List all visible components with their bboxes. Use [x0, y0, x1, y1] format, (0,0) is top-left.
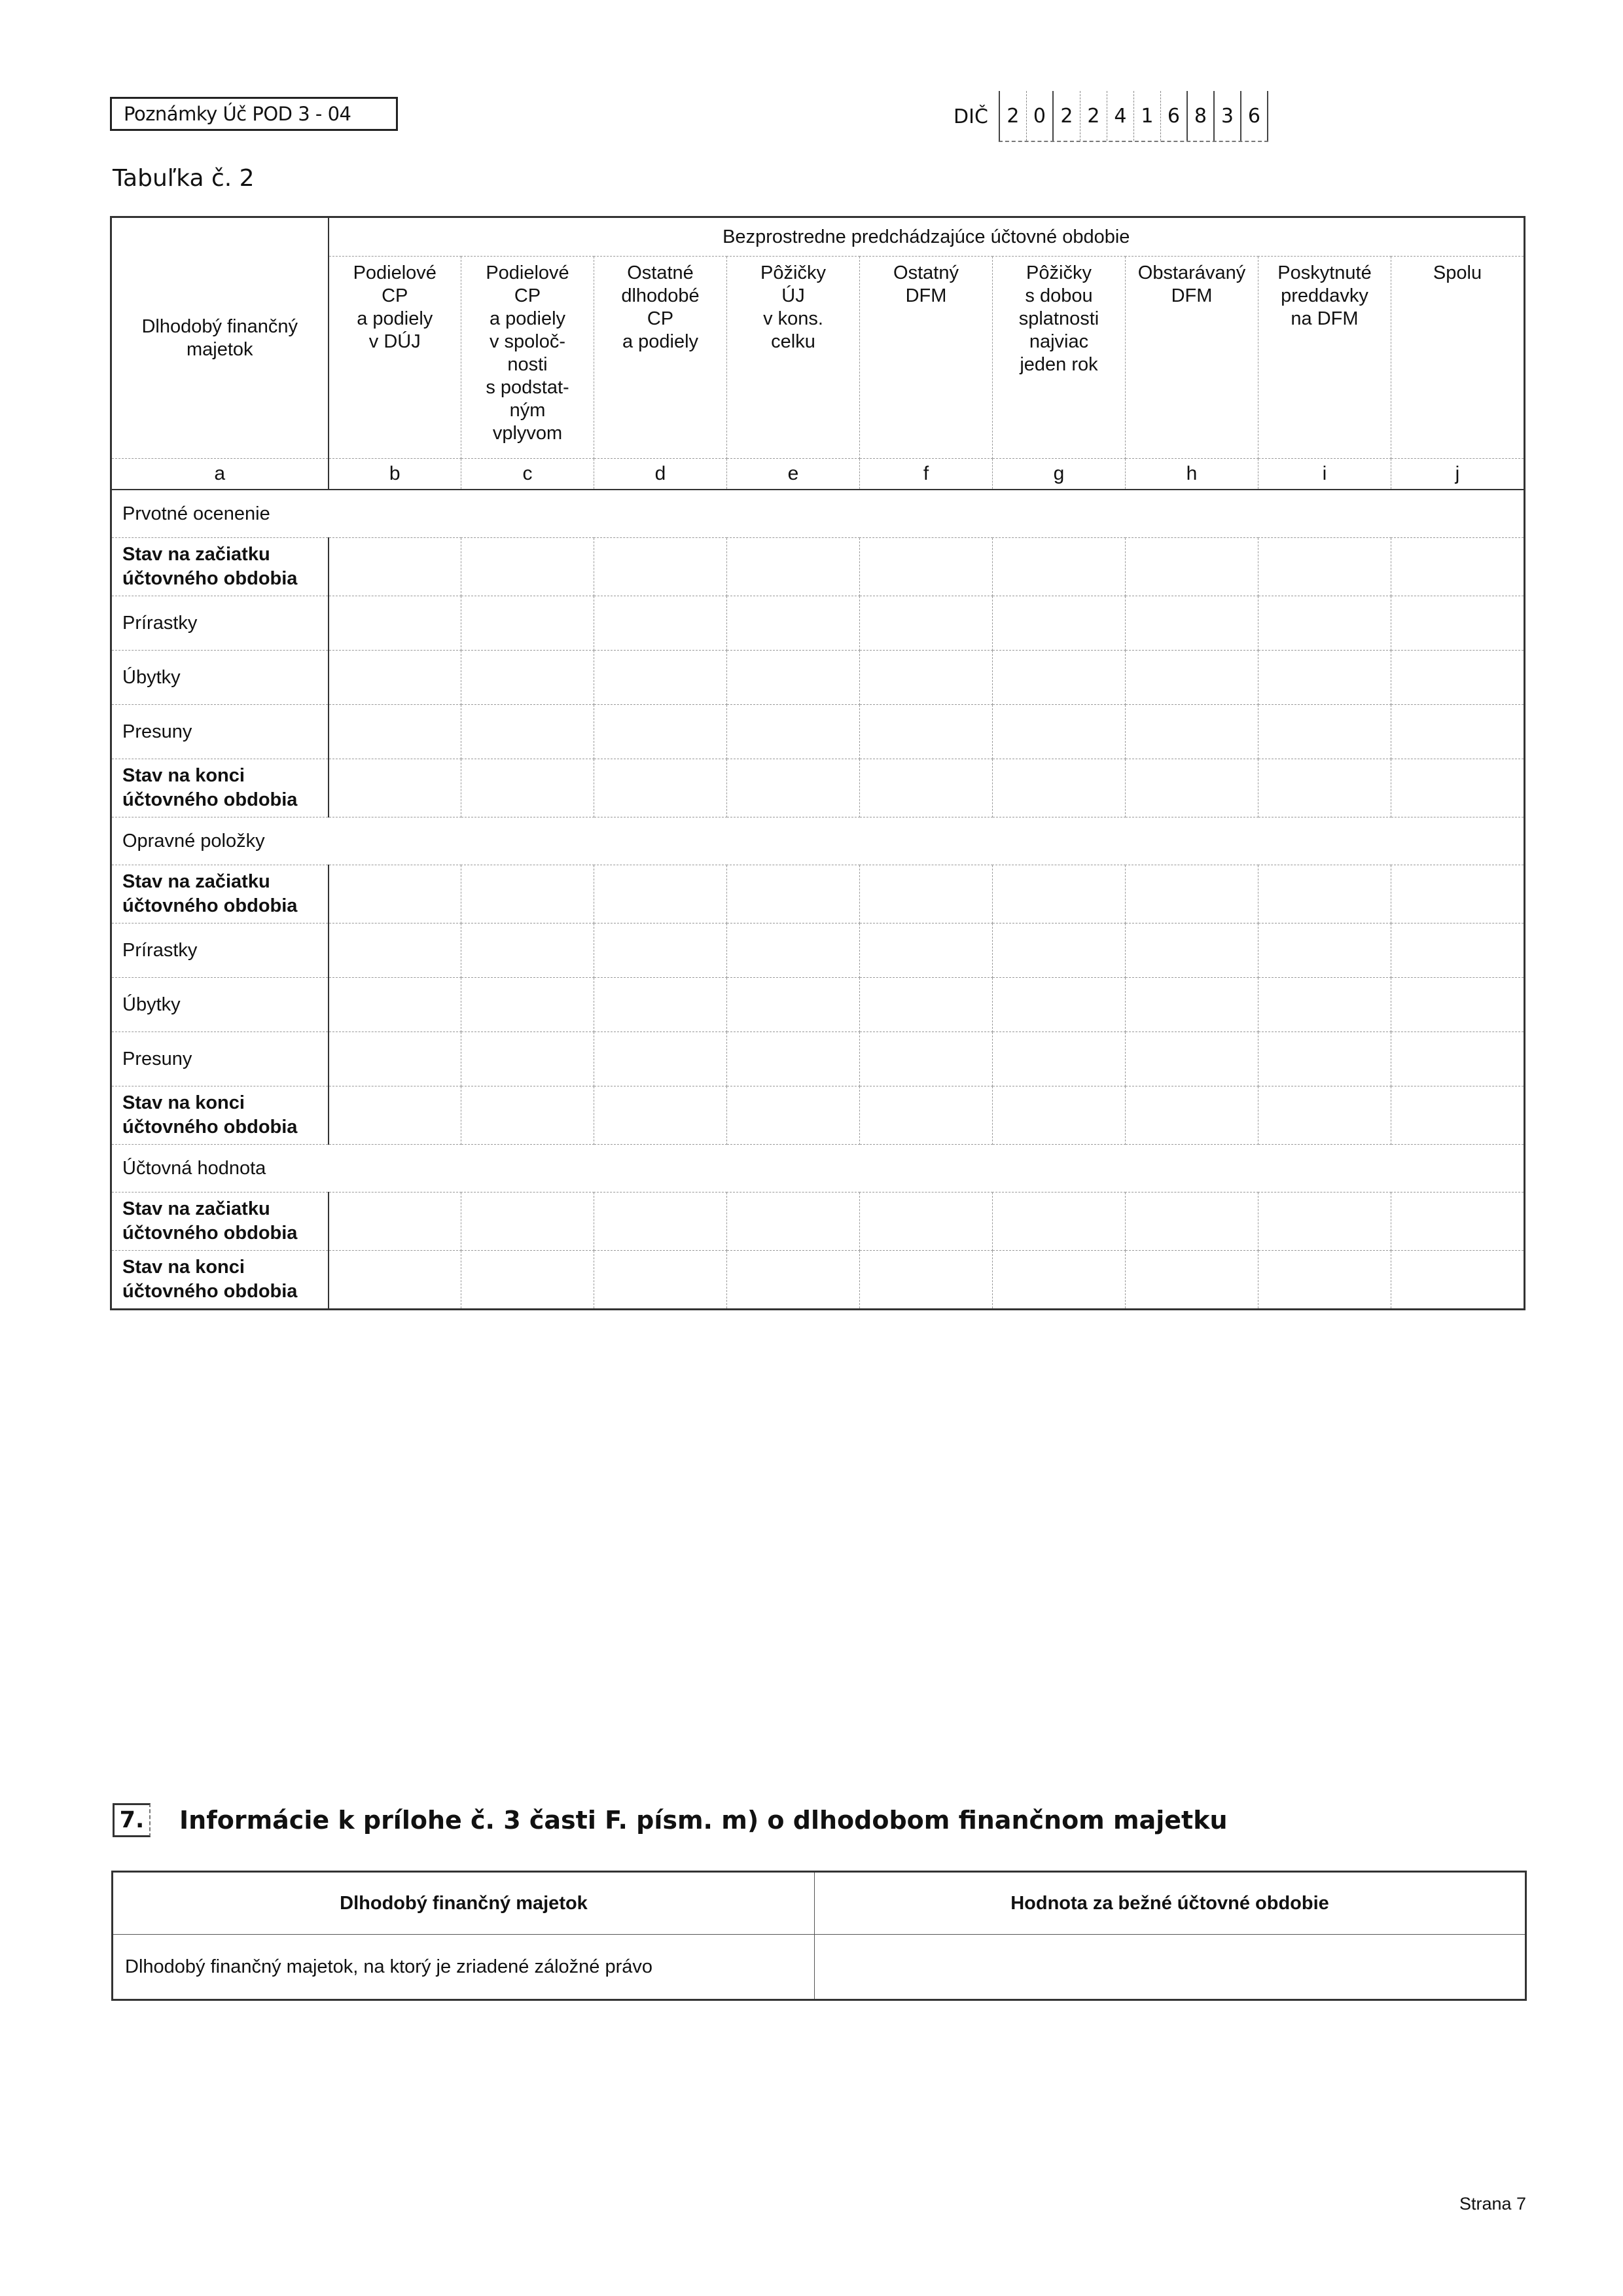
value-cell[interactable] — [594, 538, 727, 596]
row-label: Stav na konci účtovného obdobia — [111, 759, 329, 817]
value-cell[interactable] — [461, 1086, 594, 1145]
value-cell[interactable] — [1258, 1251, 1391, 1310]
column-header-line: preddavky — [1281, 285, 1368, 306]
value-cell[interactable] — [727, 705, 860, 759]
value-cell[interactable] — [727, 1032, 860, 1086]
value-cell[interactable] — [727, 978, 860, 1032]
value-cell[interactable] — [1391, 924, 1525, 978]
value-cell[interactable] — [1126, 1251, 1258, 1310]
page-number: Strana 7 — [1459, 2194, 1527, 2214]
pledge-row-value[interactable] — [815, 1935, 1526, 2000]
value-cell[interactable] — [594, 1032, 727, 1086]
value-cell[interactable] — [1391, 651, 1525, 705]
column-header-line: a podiely — [489, 308, 566, 329]
column-header-line: jeden rok — [1020, 354, 1098, 375]
column-header-line: dlhodobé — [621, 285, 700, 306]
row-label: Presuny — [111, 705, 329, 759]
column-header-line: CP — [514, 285, 541, 306]
value-cell[interactable] — [993, 1086, 1126, 1145]
column-header — [1258, 257, 1391, 459]
value-cell[interactable] — [727, 865, 860, 924]
column-header-line: vplyvom — [492, 423, 563, 444]
tax-id-digit: 2 — [1080, 91, 1107, 141]
value-cell[interactable] — [993, 538, 1126, 596]
value-cell[interactable] — [329, 865, 461, 924]
value-cell[interactable] — [461, 1251, 594, 1310]
column-header-line: Pôžičky — [760, 262, 826, 283]
value-cell[interactable] — [993, 705, 1126, 759]
value-cell[interactable] — [860, 538, 993, 596]
column-header-line: CP — [647, 308, 674, 329]
column-header — [329, 257, 461, 459]
form-code-box: Poznámky Úč POD 3 - 04 — [110, 97, 398, 131]
tax-id-digit: 4 — [1107, 91, 1134, 141]
value-cell[interactable] — [993, 978, 1126, 1032]
value-cell[interactable] — [1258, 924, 1391, 978]
tax-id-digit: 2 — [1000, 91, 1027, 141]
value-cell[interactable] — [1258, 1032, 1391, 1086]
column-header-line: Spolu — [1433, 262, 1482, 283]
value-cell[interactable] — [461, 759, 594, 817]
header-previous-period: Bezprostredne predchádzajúce účtovné obdobie — [329, 217, 1525, 257]
column-header-line: Pôžičky — [1026, 262, 1092, 283]
value-cell[interactable] — [461, 705, 594, 759]
tax-id-digit: 6 — [1241, 91, 1268, 141]
value-cell[interactable] — [1258, 705, 1391, 759]
column-letter: g — [993, 459, 1126, 490]
value-cell[interactable] — [1391, 759, 1525, 817]
value-cell[interactable] — [594, 759, 727, 817]
column-header-line: CP — [382, 285, 408, 306]
value-cell[interactable] — [329, 924, 461, 978]
value-cell[interactable] — [727, 1193, 860, 1251]
section-7-heading — [113, 1803, 1228, 1837]
value-cell[interactable] — [727, 651, 860, 705]
column-header-line: Podielové — [353, 262, 437, 283]
row-label: Stav na konci účtovného obdobia — [111, 1251, 329, 1310]
column-header — [860, 257, 993, 459]
value-cell[interactable] — [329, 651, 461, 705]
section-heading: Prvotné ocenenie — [111, 490, 1525, 538]
column-letter: a — [111, 459, 329, 490]
value-cell[interactable] — [594, 1193, 727, 1251]
column-header-line: Obstarávaný — [1137, 262, 1246, 283]
column-header — [461, 257, 594, 459]
value-cell[interactable] — [1391, 1032, 1525, 1086]
value-cell[interactable] — [594, 978, 727, 1032]
value-cell[interactable] — [1258, 596, 1391, 651]
value-cell[interactable] — [993, 651, 1126, 705]
value-cell[interactable] — [860, 596, 993, 651]
value-cell[interactable] — [594, 651, 727, 705]
column-header-line: Ostatný — [893, 262, 959, 283]
value-cell[interactable] — [1126, 705, 1258, 759]
value-cell[interactable] — [860, 1086, 993, 1145]
column-header — [594, 257, 727, 459]
value-cell[interactable] — [1126, 978, 1258, 1032]
value-cell[interactable] — [1126, 596, 1258, 651]
column-header-line: a podiely — [622, 331, 699, 352]
column-header-line: DFM — [905, 285, 947, 306]
value-cell[interactable] — [1126, 865, 1258, 924]
value-cell[interactable] — [1258, 651, 1391, 705]
value-cell[interactable] — [1391, 1086, 1525, 1145]
column-letter: j — [1391, 459, 1525, 490]
row-label: Prírastky — [111, 924, 329, 978]
column-header-line: v DÚJ — [368, 331, 421, 352]
value-cell[interactable] — [1391, 705, 1525, 759]
column-header-line: v spoloč- — [489, 331, 566, 352]
column-header-line: ÚJ — [781, 285, 805, 306]
column-header-line: nosti — [507, 354, 548, 375]
tax-id-digit-boxes — [999, 91, 1268, 142]
value-cell[interactable] — [461, 865, 594, 924]
row-label: Stav na začiatku účtovného obdobia — [111, 865, 329, 924]
value-cell[interactable] — [461, 1193, 594, 1251]
tax-id-digit: 3 — [1215, 91, 1241, 141]
column-letter: f — [860, 459, 993, 490]
column-header-line: v kons. — [763, 308, 823, 329]
value-cell[interactable] — [329, 705, 461, 759]
value-cell[interactable] — [461, 596, 594, 651]
value-cell[interactable] — [860, 924, 993, 978]
column-header-line: Poskytnuté — [1277, 262, 1372, 283]
column-header-line: splatnosti — [1018, 308, 1099, 329]
value-cell[interactable] — [1126, 759, 1258, 817]
tax-id-digit: 8 — [1188, 91, 1215, 141]
value-cell[interactable] — [860, 1251, 993, 1310]
value-cell[interactable] — [1258, 759, 1391, 817]
column-letter: h — [1126, 459, 1258, 490]
value-cell[interactable] — [993, 759, 1126, 817]
tax-id-label: DIČ — [954, 105, 988, 128]
value-cell[interactable] — [993, 1251, 1126, 1310]
value-cell[interactable] — [1391, 1251, 1525, 1310]
value-cell[interactable] — [1391, 865, 1525, 924]
row-label: Stav na konci účtovného obdobia — [111, 1086, 329, 1145]
column-header — [993, 257, 1126, 459]
column-letter: i — [1258, 459, 1391, 490]
column-header — [1391, 257, 1525, 459]
value-cell[interactable] — [461, 978, 594, 1032]
row-label: Stav na začiatku účtovného obdobia — [111, 538, 329, 596]
column-header-line: Ostatné — [627, 262, 694, 283]
value-cell[interactable] — [329, 538, 461, 596]
row-label: Úbytky — [111, 651, 329, 705]
value-cell[interactable] — [993, 1193, 1126, 1251]
column-header-line: celku — [771, 331, 815, 352]
value-cell[interactable] — [594, 1086, 727, 1145]
tax-id-digit: 0 — [1027, 91, 1054, 141]
column-letter: d — [594, 459, 727, 490]
value-cell[interactable] — [860, 865, 993, 924]
value-cell[interactable] — [860, 651, 993, 705]
value-cell[interactable] — [1391, 596, 1525, 651]
value-cell[interactable] — [594, 596, 727, 651]
column-letter: c — [461, 459, 594, 490]
column-header-line: s podstat- — [486, 377, 569, 398]
value-cell[interactable] — [1391, 538, 1525, 596]
pledge-row-label: Dlhodobý finančný majetok, na ktorý je zriadené záložné právo — [113, 1935, 815, 2000]
value-cell[interactable] — [860, 1032, 993, 1086]
value-cell[interactable] — [1258, 1086, 1391, 1145]
column-header-line: s dobou — [1025, 285, 1093, 306]
value-cell[interactable] — [860, 759, 993, 817]
value-cell[interactable] — [329, 1251, 461, 1310]
section-heading: Opravné položky — [111, 817, 1525, 865]
tax-id-digit: 6 — [1161, 91, 1188, 141]
table-title: Tabuľka č. 2 — [113, 165, 255, 192]
value-cell[interactable] — [727, 538, 860, 596]
value-cell[interactable] — [860, 1193, 993, 1251]
value-cell[interactable] — [993, 865, 1126, 924]
value-cell[interactable] — [461, 1032, 594, 1086]
value-cell[interactable] — [1391, 1193, 1525, 1251]
column-header-line: najviac — [1029, 331, 1089, 352]
column-header — [1126, 257, 1258, 459]
row-label: Prírastky — [111, 596, 329, 651]
row-label: Stav na začiatku účtovného obdobia — [111, 1193, 329, 1251]
value-cell[interactable] — [727, 1251, 860, 1310]
pledge-table-header-value: Hodnota za bežné účtovné obdobie — [815, 1872, 1526, 1935]
value-cell[interactable] — [1126, 1032, 1258, 1086]
section-heading: Účtovná hodnota — [111, 1145, 1525, 1193]
column-letter: b — [329, 459, 461, 490]
value-cell[interactable] — [993, 924, 1126, 978]
value-cell[interactable] — [1258, 978, 1391, 1032]
value-cell[interactable] — [461, 651, 594, 705]
value-cell[interactable] — [727, 924, 860, 978]
value-cell[interactable] — [1126, 651, 1258, 705]
header-financial-asset: Dlhodobý finančný majetok — [111, 217, 329, 459]
value-cell[interactable] — [1391, 978, 1525, 1032]
value-cell[interactable] — [1126, 538, 1258, 596]
value-cell[interactable] — [1258, 538, 1391, 596]
value-cell[interactable] — [1258, 1193, 1391, 1251]
value-cell[interactable] — [860, 978, 993, 1032]
column-header — [727, 257, 860, 459]
column-header-line: Podielové — [486, 262, 569, 283]
value-cell[interactable] — [727, 1086, 860, 1145]
value-cell[interactable] — [1126, 924, 1258, 978]
value-cell[interactable] — [329, 759, 461, 817]
value-cell[interactable] — [594, 705, 727, 759]
tax-id-digit: 1 — [1134, 91, 1161, 141]
section-title: Informácie k prílohe č. 3 časti F. písm. m) o dlhodobom finančnom majetku — [179, 1806, 1228, 1835]
column-letter: e — [727, 459, 860, 490]
row-label: Presuny — [111, 1032, 329, 1086]
value-cell[interactable] — [1258, 865, 1391, 924]
column-header-line: ným — [509, 400, 546, 421]
pledge-table-header-asset: Dlhodobý finančný majetok — [113, 1872, 815, 1935]
value-cell[interactable] — [329, 1193, 461, 1251]
tax-id-field — [954, 92, 1268, 141]
value-cell[interactable] — [727, 759, 860, 817]
column-header-line: na DFM — [1291, 308, 1359, 329]
value-cell[interactable] — [1126, 1193, 1258, 1251]
value-cell[interactable] — [727, 596, 860, 651]
value-cell[interactable] — [860, 705, 993, 759]
row-label: Úbytky — [111, 978, 329, 1032]
value-cell[interactable] — [329, 1032, 461, 1086]
value-cell[interactable] — [594, 865, 727, 924]
tax-id-digit: 2 — [1054, 91, 1080, 141]
column-header-line: a podiely — [357, 308, 433, 329]
financial-assets-table — [110, 216, 1525, 1310]
value-cell[interactable] — [461, 924, 594, 978]
value-cell[interactable] — [461, 538, 594, 596]
section-number: 7. — [113, 1803, 151, 1837]
value-cell[interactable] — [1126, 1086, 1258, 1145]
value-cell[interactable] — [993, 596, 1126, 651]
value-cell[interactable] — [993, 1032, 1126, 1086]
column-header-line: DFM — [1171, 285, 1213, 306]
value-cell[interactable] — [329, 596, 461, 651]
pledge-table — [111, 1871, 1527, 2001]
value-cell[interactable] — [594, 924, 727, 978]
value-cell[interactable] — [594, 1251, 727, 1310]
value-cell[interactable] — [329, 978, 461, 1032]
value-cell[interactable] — [329, 1086, 461, 1145]
